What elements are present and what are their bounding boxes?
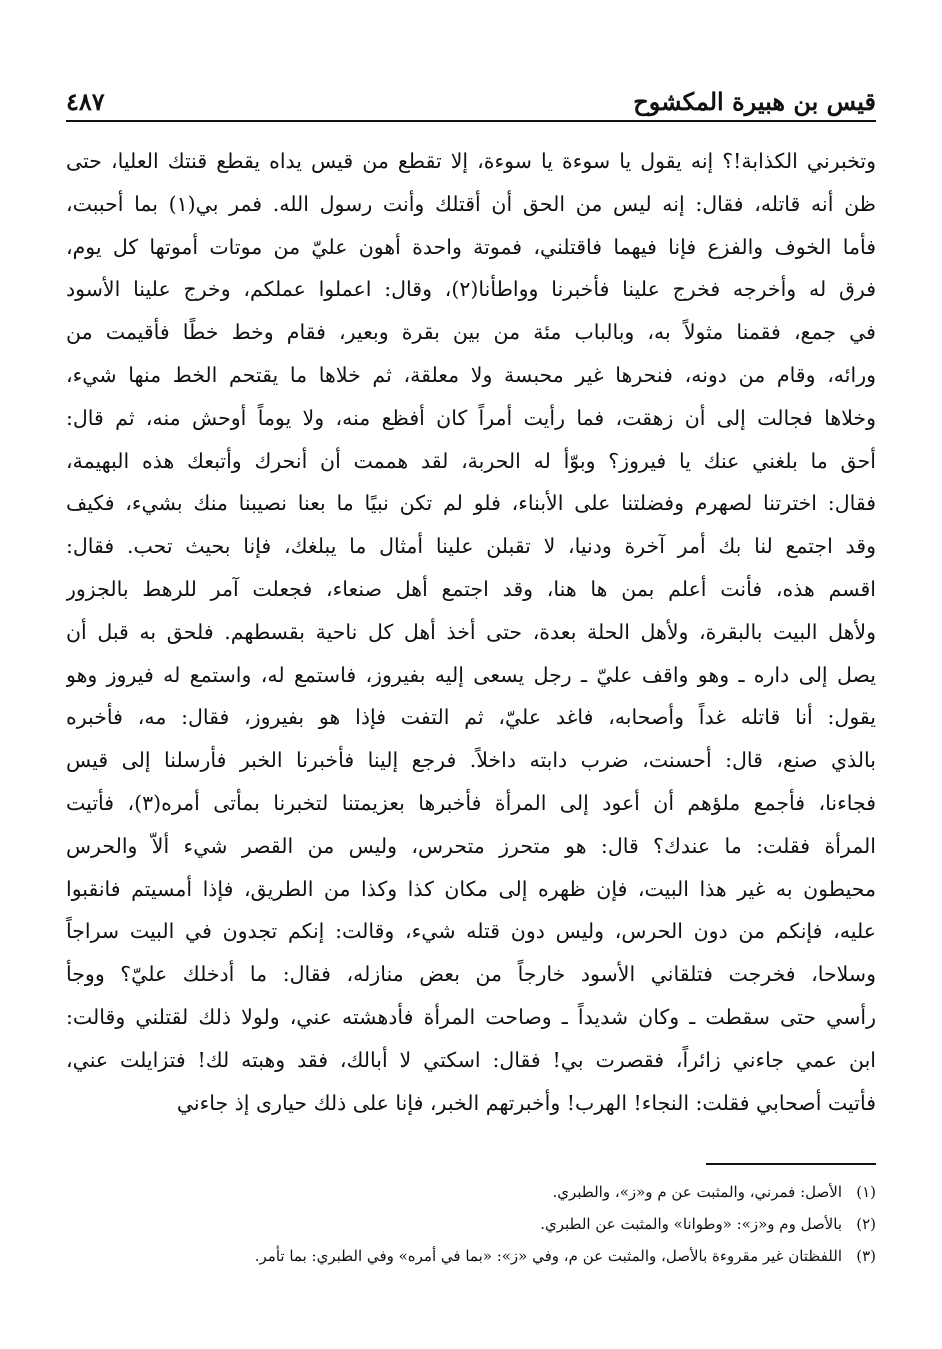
text-line: فجاءنا، فأجمع ملؤهم أن أعود إلى المرأة فأخبرها بعزيمتنا لتخبرنا بمأتى أمره(٣)، فأتيت — [66, 790, 876, 815]
footnote — [66, 1176, 876, 1208]
footnote-number: (٢) — [856, 1215, 876, 1233]
text-line: يصل إلى داره ـ وهو واقف عليّ ـ رجل يسعى إليه بفيروز، فاستمع له، واستمع له فيروز وهو — [66, 662, 876, 687]
footnote-text: بالأصل وم و«ز»: «وطوانا» والمثبت عن الطبري. — [540, 1215, 842, 1233]
text-line: وخلاها فجالت إلى أن زهقت، فما رأيت أمراً كان أفظع منه، ولا يوماً أوحش منه، ثم قال: — [66, 405, 876, 430]
page-number: ٤٨٧ — [66, 87, 105, 116]
footnotes — [66, 1176, 876, 1272]
text-line: وتخبرني الكذابة!؟ إنه يقول يا سوءة يا سوءة، إلا تقطع من قيس يداه يقطع قنتك العليا، حتى — [66, 149, 876, 173]
body-text — [66, 140, 876, 1124]
text-line: اقسم هذه، فأنت أعلم بمن ها هنا، وقد اجتمع أهل صنعاء، فجعلت آمر للرهط بالجزور — [66, 576, 876, 601]
text-line: ورائه، وقام من دونه، فنحرها غير محبسة ولا معلقة، ثم خلاها ما يقتحم الخط منها شيء، — [66, 362, 876, 387]
text-line: أحق ما بلغني عنك يا فيروز؟ وبوّأ له الحربة، لقد هممت أن أنحرك وأتبعك هذه البهيمة، — [66, 448, 876, 473]
text-line: وسلاحا، فخرجت فتلقاني الأسود خارجاً من بعض منازله، فقال: ما أدخلك عليّ؟ ووجأ — [66, 962, 876, 987]
text-line: بالذي صنع، قال: أحسنت، ضرب دابته داخلاً. فرجع إلينا فأخبرنا الخبر فأرسلنا إلى قيس — [66, 748, 876, 773]
footnote-text: الأصل: فمرني، والمثبت عن م و«ز»، والطبري. — [552, 1183, 842, 1201]
text-line: فرق له وأخرجه فخرج علينا فأخبرنا وواطأنا(٢)، وقال: اعملوا عملكم، وخرج علينا الأسود — [66, 277, 876, 302]
page-header — [66, 78, 876, 116]
footnote-number: (٣) — [856, 1247, 876, 1265]
running-title: قيس بن هبيرة المكشوح — [633, 87, 876, 116]
text-line: ظن أنه قاتله، فقال: إنه ليس من الحق أن أقتلك وأنت رسول الله. فمر بي(١) بما أحببت، — [66, 191, 876, 216]
text-line: محيطون به غير هذا البيت، فإن ظهره إلى مكان كذا وكذا من الطريق، فإذا أمسيتم فانقبوا — [66, 876, 876, 901]
text-line: رأسي حتى سقطت ـ وكان شديداً ـ وصاحت المرأة فأدهشته عني، ولولا ذلك لقتلني وقالت: — [66, 1004, 876, 1029]
text-line: فأتيت أصحابي فقلت: النجاء! الهرب! وأخبرتهم الخبر، فإنا على ذلك حيارى إذ جاءني — [176, 1090, 876, 1115]
text-line: في جمع، فقمنا مثولاً به، وبالباب مئة من بين بقرة وبعير، فقام وخط خطًا فأقيمت من — [66, 320, 876, 345]
text-line: ابن عمي جاءني زائراً، فقصرت بي! فقال: اسكتي لا أبالك، فقد وهبته لك! فتزايلت عني، — [66, 1047, 876, 1072]
header-rule — [66, 120, 876, 122]
footnote — [66, 1240, 876, 1272]
text-line: فقال: اخترتنا لصهرم وفضلتنا على الأبناء، فلو لم تكن نبيًا ما بعنا نصيبنا منك بشيء، فكيف — [66, 491, 876, 516]
text-line: ولأهل البيت بالبقرة، ولأهل الحلة بعدة، حتى أخذ أهل كل ناحية بقسطهم. فلحق به قبل أن — [66, 619, 876, 644]
text-line: فأما الخوف والفزع فإنا فيهما فاقتلني، فموتة واحدة أهون عليّ من موتات أموتها كل يوم، — [66, 234, 876, 259]
footnote-number: (١) — [856, 1183, 876, 1201]
text-line: وقد اجتمع لنا بك أمر آخرة ودنيا، لا تقبلن علينا أمثال ما يبلغك، فإنا بحيث تحب. فقال: — [66, 534, 876, 559]
footnote-separator — [706, 1163, 876, 1165]
text-line: يقول: أنا قاتله غداً وأصحابه، فاغد عليّ، ثم التفت فإذا هو بفيروز، فقال: مه، فأخبره — [66, 705, 876, 730]
text-line: المرأة فقلت: ما عندك؟ قال: هو متحرز متحرس، وليس من القصر شيء ألاّ والحرس — [66, 833, 876, 858]
footnote — [66, 1208, 876, 1240]
text-line: عليه، فإنكم من دون الحرس، وليس دون قتله شيء، وقالت: إنكم تجدون في البيت سراجاً — [66, 919, 876, 944]
footnote-text: اللفظتان غير مقروءة بالأصل، والمثبت عن م، وفي «ز»: «بما في أمره» وفي الطبري: بما تأمر. — [254, 1247, 842, 1265]
